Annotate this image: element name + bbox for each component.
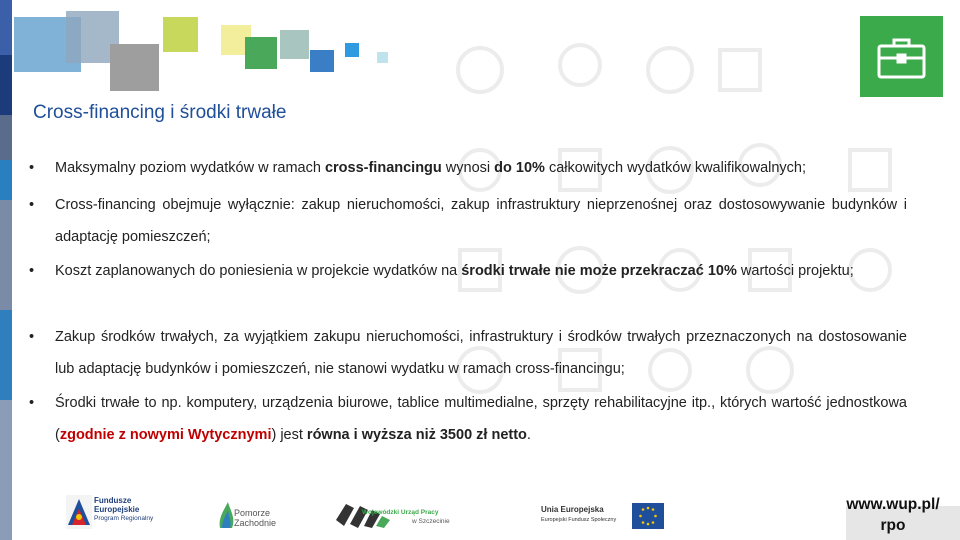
bullet-text-segment: do 10% <box>494 160 545 176</box>
bullet-text-segment: Zakup środków trwałych, za wyjątkiem zakupu nieruchomości, infrastruktury i środków trwałych przeznaczonych na dostosowanie lub adaptację budynków i pomieszczeń, nie stanowi wydatku w ramach cross-financingu; <box>55 329 907 377</box>
bullet-text-segment: Koszt zaplanowanych do poniesienia w projekcie wydatków na <box>55 263 462 279</box>
briefcase-icon <box>860 16 943 97</box>
bullet-marker: • <box>29 160 35 176</box>
bullet-text-segment: Maksymalny poziom wydatków w ramach <box>55 160 325 176</box>
bullet-text-segment: zgodnie z nowymi Wytycznymi <box>59 427 272 443</box>
list-item <box>29 387 907 451</box>
list-item <box>29 321 907 385</box>
logo-text: Wojewódzki Urząd Pracy <box>362 509 439 516</box>
bullet-text-segment: środki trwałe nie może przekraczać 10% <box>461 263 737 279</box>
bullet-marker: • <box>29 395 35 411</box>
logo-text: Program Regionalny <box>94 515 154 522</box>
bullet-text-segment: całkowitych wydatków kwalifikowalnych; <box>544 160 807 176</box>
logo-text: Zachodnie <box>234 518 277 528</box>
bullet-text-segment: ) jest <box>271 427 307 443</box>
bullet-marker: • <box>29 263 35 279</box>
list-item <box>29 189 907 253</box>
bullet-text <box>29 255 907 287</box>
list-item <box>29 152 907 184</box>
bullet-text-segment: wartości projektu; <box>736 263 854 279</box>
left-accent-bar <box>0 0 12 540</box>
logo-text: Fundusze <box>94 496 132 505</box>
logo-text: Pomorze <box>234 508 271 518</box>
bullet-marker: • <box>29 197 35 213</box>
bullet-text <box>29 321 907 385</box>
bullet-text-segment: Środki trwałe to np. komputery, urządzenia biurowe, tablice multimedialne, sprzęty rehabilitacyjne itp., których wartość jednostkowa ( <box>55 395 907 443</box>
bullet-text <box>29 189 907 253</box>
logo-text: Europejski Fundusz Społeczny <box>541 517 617 523</box>
list-item <box>29 255 907 287</box>
eu-flag-icon <box>632 503 664 529</box>
footer-url[interactable]: www.wup.pl/ rpo <box>846 496 940 534</box>
bullet-text <box>29 152 907 184</box>
bullet-text-segment: równa i wyższa niż 3500 zł netto <box>306 427 527 443</box>
bullet-text-segment: Cross-financing obejmuje wyłącznie: zakup nieruchomości, zakup infrastruktury nieprzenośnej oraz dostosowywanie budynków i adaptację pomieszczeń; <box>55 197 907 245</box>
bullet-text-segment: wynosi <box>441 160 495 176</box>
bullet-text <box>29 387 907 451</box>
logo-text: Europejskie <box>94 505 140 514</box>
logo-text: w Szczecinie <box>412 518 450 525</box>
bullet-marker: • <box>29 329 35 345</box>
logo-text: Unia Europejska <box>541 505 604 514</box>
bullet-text-segment: . <box>526 427 531 443</box>
page-title: Cross-financing i środki trwałe <box>33 102 287 123</box>
bullet-text-segment: cross-financingu <box>324 160 442 176</box>
